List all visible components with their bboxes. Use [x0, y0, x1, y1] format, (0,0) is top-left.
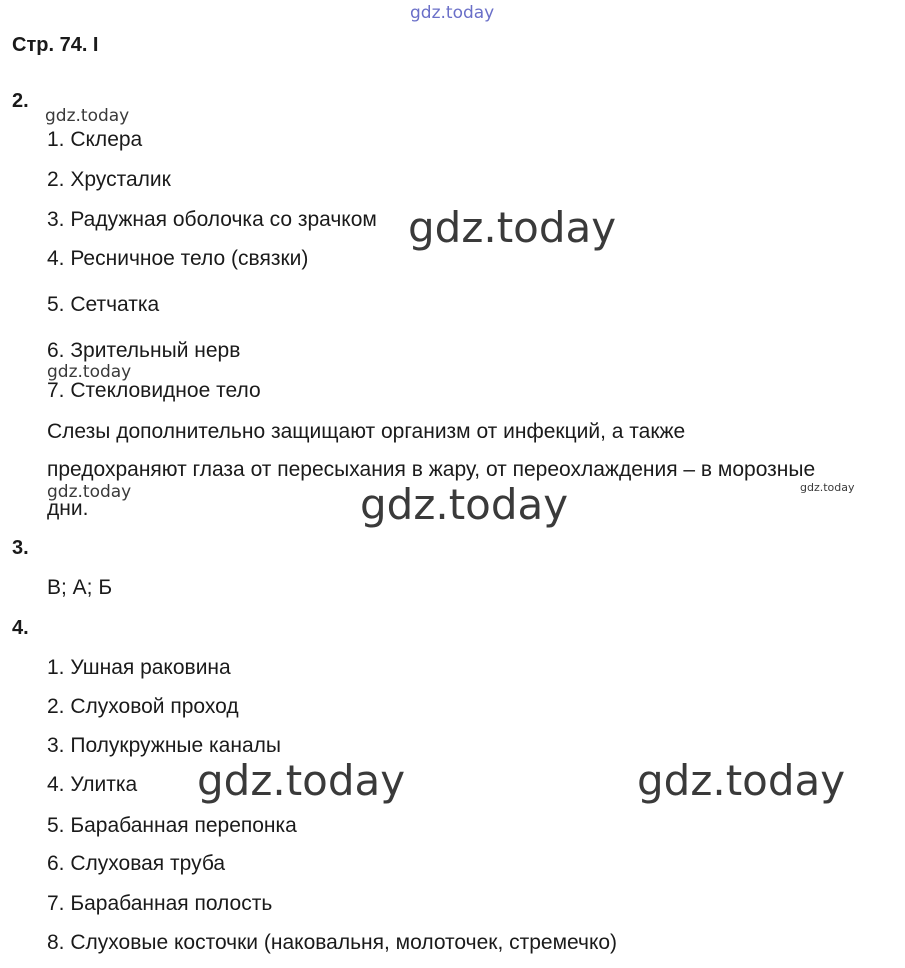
list-item: 1. Склера	[47, 128, 143, 151]
watermark-large: gdz.today	[408, 203, 617, 252]
watermark-tiny: gdz.today	[800, 481, 855, 494]
paragraph-line: Слезы дополнительно защищают организм от инфекций, а также	[47, 420, 686, 443]
list-item: 7. Стекловидное тело	[47, 379, 261, 402]
list-item: 3. Радужная оболочка со зрачком	[47, 208, 377, 231]
list-item: 3. Полукружные каналы	[47, 734, 281, 757]
list-item: 8. Слуховые косточки (наковальня, молоточек, стремечко)	[47, 931, 618, 954]
watermark-top: gdz.today	[410, 3, 495, 23]
list-item: 6. Зрительный нерв	[47, 339, 241, 362]
watermark-small: gdz.today	[45, 106, 130, 126]
watermark-large: gdz.today	[197, 756, 406, 805]
answer-text: В; А; Б	[47, 576, 113, 599]
list-item: 6. Слуховая труба	[47, 852, 226, 875]
list-item: 7. Барабанная полость	[47, 892, 273, 915]
page-title: Стр. 74. I	[12, 34, 99, 56]
list-item: 2. Слуховой проход	[47, 695, 239, 718]
watermark-small: gdz.today	[47, 482, 132, 502]
paragraph-line: предохраняют глаза от пересыхания в жару, от переохлаждения – в морозные	[47, 458, 816, 481]
section-3-number: 3.	[12, 537, 29, 559]
list-item: 4. Ресничное тело (связки)	[47, 247, 309, 270]
list-item: 5. Сетчатка	[47, 293, 160, 316]
list-item: 5. Барабанная перепонка	[47, 814, 297, 837]
list-item: 1. Ушная раковина	[47, 656, 231, 679]
paragraph-line: дни.	[47, 497, 89, 520]
watermark-large: gdz.today	[360, 480, 569, 529]
section-2-number: 2.	[12, 90, 29, 112]
list-item: 2. Хрусталик	[47, 168, 171, 191]
section-4-number: 4.	[12, 617, 29, 639]
watermark-large: gdz.today	[637, 756, 846, 805]
watermark-small: gdz.today	[47, 362, 132, 382]
list-item: 4. Улитка	[47, 773, 138, 796]
